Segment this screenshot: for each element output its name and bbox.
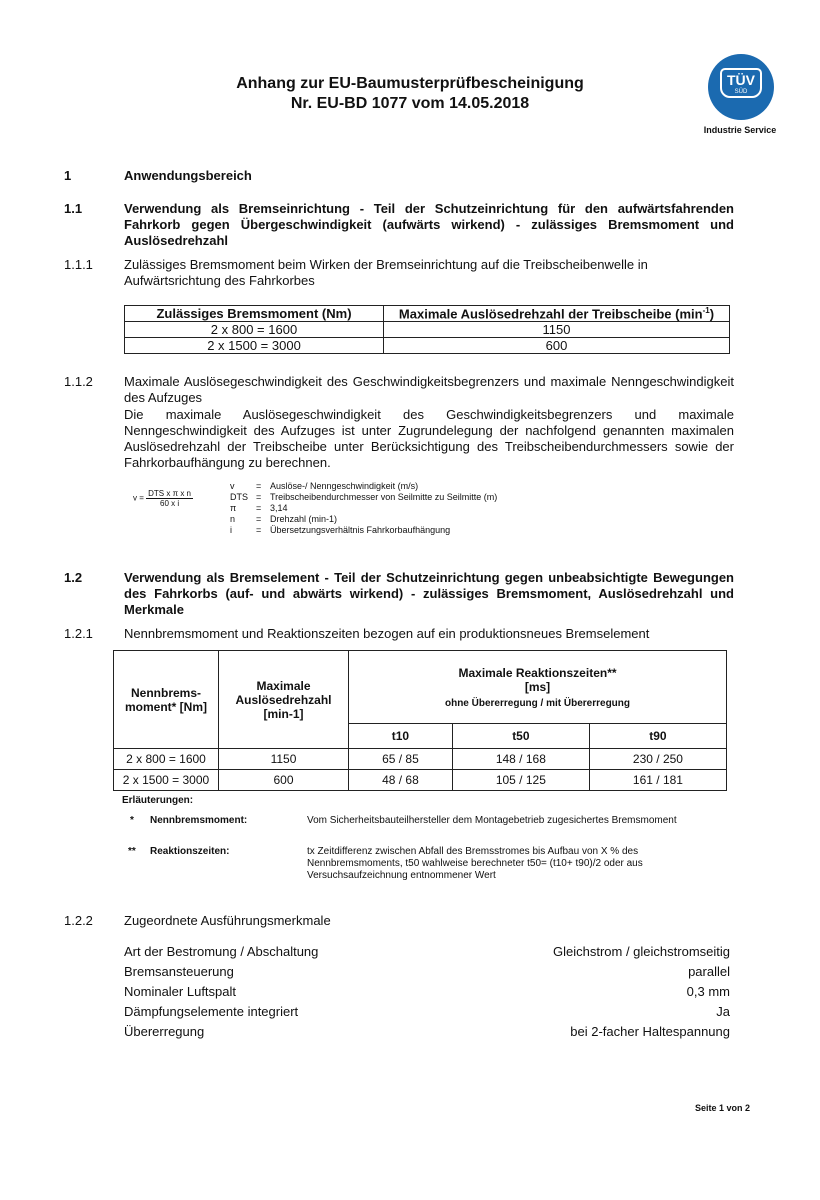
formula-fraction	[146, 489, 193, 508]
attribute-label: Bremsansteuerung	[124, 964, 234, 979]
document-title: Anhang zur EU-Baumusterprüfbescheinigung	[236, 75, 584, 92]
logo-shield	[720, 68, 762, 98]
attribute-label: Übererregung	[124, 1024, 205, 1039]
table-cell: 105 / 125	[452, 770, 589, 791]
section-1-2-2-title: Zugeordnete Ausführungsmerkmale	[124, 913, 331, 928]
table-cell: 600	[219, 770, 349, 791]
table-cell: 2 x 800 = 1600	[125, 322, 384, 338]
attribute-value: Gleichstrom / gleichstromseitig	[553, 944, 730, 959]
speed-formula	[118, 489, 208, 508]
logo-text: TÜV	[727, 72, 755, 88]
table-header-cell: t10	[349, 724, 453, 749]
table-header-cell: Zulässiges Bremsmoment (Nm)	[125, 306, 384, 322]
attribute-value: Ja	[716, 1004, 730, 1019]
attribute-row	[124, 1024, 730, 1040]
table-row	[114, 749, 727, 770]
table-row	[125, 338, 730, 354]
section-1-1-2-text: Die maximale Auslösegeschwindigkeit des Geschwindigkeitsbegrenzers und maximale Nenngeschwindigkeit des Aufzuges ist unter Zugrundelegung der nachfolgend genannten maximalen Auslösedrehzahl der Treibscheibe unter Berücksichtigung des Treibscheibendurchmessers sowie der Fahrkorbaufhängung zu berechnen.	[124, 407, 734, 470]
section-1-2-2-number: 1.2.2	[64, 913, 93, 928]
section-1-1-2-title: Maximale Auslösegeschwindigkeit des Geschwindigkeitsbegrenzers und maximale Nenngeschwindigkeit des Aufzuges	[124, 374, 734, 405]
logo-caption: Industrie Service	[703, 125, 777, 135]
table-header-cell: t50	[452, 724, 589, 749]
table-cell: 65 / 85	[349, 749, 453, 770]
table-cell: 48 / 68	[349, 770, 453, 791]
table-cell: 161 / 181	[589, 770, 726, 791]
page-number: Seite 1 von 2	[694, 1103, 750, 1113]
note-2-label: Reaktionszeiten:	[150, 846, 230, 857]
note-1-label: Nennbremsmoment:	[150, 815, 248, 826]
section-1-1-1-number: 1.1.1	[64, 257, 93, 272]
attribute-value: bei 2-facher Haltespannung	[570, 1024, 730, 1039]
legend-row: π = 3,14	[230, 503, 288, 513]
document-subtitle: Nr. EU-BD 1077 vom 14.05.2018	[290, 95, 530, 112]
formula-denominator: 60 x i	[160, 499, 180, 508]
table-cell: 600	[384, 338, 730, 354]
tuv-sud-logo	[708, 54, 774, 120]
note-2-mark: **	[128, 846, 136, 857]
section-1-1-2-number: 1.1.2	[64, 374, 93, 389]
legend-row: DTS = Treibscheibendurchmesser von Seilmitte zu Seilmitte (m)	[230, 492, 498, 502]
attribute-label: Nominaler Luftspalt	[124, 984, 236, 999]
section-1-title: Anwendungsbereich	[124, 168, 252, 183]
section-1-number: 1	[64, 168, 72, 183]
table-cell: 1150	[384, 322, 730, 338]
table-cell: 1150	[219, 749, 349, 770]
section-1-1-number: 1.1	[64, 201, 83, 216]
logo-subtext: SÜD	[734, 89, 748, 95]
table-header-row	[114, 651, 727, 724]
table-header-row	[125, 306, 730, 322]
table-cell: 2 x 1500 = 3000	[114, 770, 219, 791]
section-1-2-number: 1.2	[64, 570, 83, 585]
section-1-1-title: Verwendung als Bremseinrichtung - Teil der Schutzeinrichtung für den aufwärtsfahrenden Fahrkorb gegen Übergeschwindigkeit (aufwärts wirkend) - zulässiges Bremsmoment und Auslösedrehzahl	[124, 201, 734, 248]
legend-row: v = Auslöse-/ Nenngeschwindigkeit (m/s)	[230, 481, 419, 491]
reaction-times-table	[113, 650, 727, 791]
formula-numerator: DTS x π x n	[148, 489, 191, 498]
notes-title: Erläuterungen:	[122, 795, 194, 806]
section-1-1-1-text: Zulässiges Bremsmoment beim Wirken der Bremseinrichtung auf die Treibscheibenwelle in Aufwärtsrichtung des Fahrkorbes	[124, 257, 648, 288]
formula-lhs: v =	[133, 493, 144, 503]
attribute-row	[124, 984, 730, 1000]
legend-row: n = Drehzahl (min-1)	[230, 514, 338, 524]
table-cell: 230 / 250	[589, 749, 726, 770]
note-2-text: tx Zeitdifferenz zwischen Abfall des Bremsstromes bis Aufbau von X % des Nennbremsmoments, t50 wahlweise berechneter t50= (t10+ t90)/2 oder aus Versuchsaufzeichnung entnommener Wert	[307, 846, 643, 881]
formula-legend	[230, 481, 497, 536]
legend-row: i = Übersetzungsverhältnis Fahrkorbaufhängung	[230, 525, 451, 535]
table-row	[114, 770, 727, 791]
attribute-row	[124, 964, 730, 980]
section-1-2-1-number: 1.2.1	[64, 626, 93, 641]
table-cell: 148 / 168	[452, 749, 589, 770]
note-1-text: Vom Sicherheitsbauteilhersteller dem Montagebetrieb zugesichertes Bremsmoment	[307, 815, 677, 826]
table-header-cell: Maximale Auslösedrehzahl [min-1]	[219, 651, 349, 749]
note-1-mark: *	[130, 815, 134, 826]
attribute-label: Dämpfungselemente integriert	[124, 1004, 299, 1019]
table-cell: 2 x 800 = 1600	[114, 749, 219, 770]
table-row	[125, 322, 730, 338]
table-header-cell: t90	[589, 724, 726, 749]
attribute-row	[124, 944, 730, 960]
section-1-2-1-text: Nennbremsmoment und Reaktionszeiten bezogen auf ein produktionsneues Bremselement	[124, 626, 650, 641]
table-header-cell: Nennbrems-moment* [Nm]	[114, 651, 219, 749]
section-1-2-title: Verwendung als Bremselement - Teil der Schutzeinrichtung gegen unbeabsichtigte Bewegungen des Fahrkorbs (auf- und abwärts wirkend) - zulässiges Bremsmoment, Auslösedrehzahl und Merkmale	[124, 570, 734, 617]
attribute-value: parallel	[688, 964, 730, 979]
attribute-value: 0,3 mm	[686, 984, 730, 999]
attribute-row	[124, 1004, 730, 1020]
attribute-label: Art der Bestromung / Abschaltung	[124, 944, 319, 959]
brake-torque-table	[124, 305, 730, 354]
table-cell: 2 x 1500 = 3000	[125, 338, 384, 354]
table-header-cell: Maximale Reaktionszeiten** [ms] ohne Übererregung / mit Übererregung	[349, 651, 727, 724]
table-header-cell: Maximale Auslösedrehzahl der Treibscheibe $(\min^{-1})$	[384, 306, 730, 322]
